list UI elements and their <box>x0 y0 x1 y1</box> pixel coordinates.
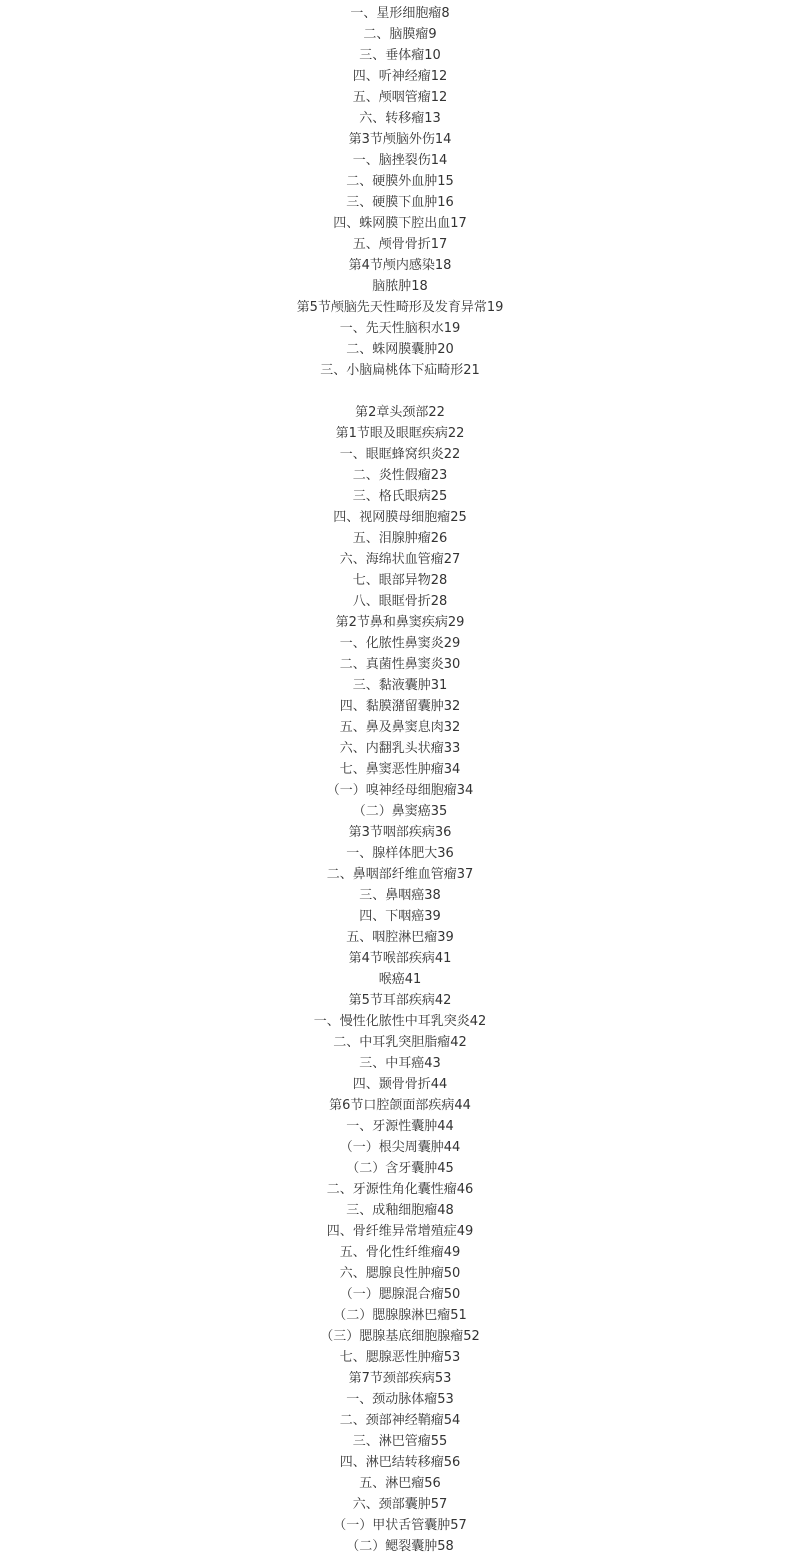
toc-entry: 第3节颅脑外伤14 <box>348 132 452 147</box>
toc-entry: 二、脑膜瘤9 <box>363 27 437 42</box>
toc-entry: 三、成釉细胞瘤48 <box>346 1203 454 1218</box>
toc-entry: 二、真菌性鼻窦炎30 <box>339 657 461 672</box>
toc-entry: 一、化脓性鼻窦炎29 <box>339 636 461 651</box>
toc-entry: 六、颈部囊肿57 <box>352 1497 448 1512</box>
toc-entry: 三、鼻咽癌38 <box>359 888 441 903</box>
toc-entry: 一、腺样体肥大36 <box>346 846 454 861</box>
toc-entry: （一）根尖周囊肿44 <box>339 1140 461 1155</box>
toc-entry: 二、中耳乳突胆脂瘤42 <box>333 1035 467 1050</box>
toc-entry: （一）嗅神经母细胞瘤34 <box>326 783 474 798</box>
toc-entry: 第2章头颈部22 <box>355 405 445 420</box>
toc-entry: （二）鳃裂囊肿58 <box>346 1539 454 1554</box>
toc-entry: （二）含牙囊肿45 <box>346 1161 454 1176</box>
toc-entry: 一、星形细胞瘤8 <box>350 6 450 21</box>
toc-entry: 四、听神经瘤12 <box>352 69 448 84</box>
toc-entry: 五、颅咽管瘤12 <box>352 90 448 105</box>
toc-entry: 三、黏液囊肿31 <box>352 678 448 693</box>
toc-entry: 一、脑挫裂伤14 <box>352 153 448 168</box>
toc-entry: 三、淋巴管瘤55 <box>352 1434 448 1449</box>
toc-entry: 五、骨化性纤维瘤49 <box>339 1245 461 1260</box>
toc-entry: 第5节耳部疾病42 <box>348 993 452 1008</box>
toc-entry: （二）鼻窦癌35 <box>352 804 448 819</box>
toc-entry: 五、泪腺肿瘤26 <box>352 531 448 546</box>
toc-entry: 一、颈动脉体瘤53 <box>346 1392 454 1407</box>
toc-entry: 第4节颅内感染18 <box>348 258 452 273</box>
toc-entry: 第6节口腔颌面部疾病44 <box>329 1098 471 1113</box>
toc-entry: 四、黏膜潴留囊肿32 <box>339 699 461 714</box>
toc-entry: （三）腮腺基底细胞腺瘤52 <box>320 1329 480 1344</box>
toc-entry: 六、腮腺良性肿瘤50 <box>339 1266 461 1281</box>
toc-entry: （一）腮腺混合瘤50 <box>339 1287 461 1302</box>
toc-entry: 四、淋巴结转移瘤56 <box>339 1455 461 1470</box>
toc-entry: 七、鼻窦恶性肿瘤34 <box>339 762 461 777</box>
toc-entry: 五、咽腔淋巴瘤39 <box>346 930 454 945</box>
toc-entry: 第7节颈部疾病53 <box>348 1371 452 1386</box>
toc-entry: 一、慢性化脓性中耳乳突炎42 <box>313 1014 487 1029</box>
toc-entry: 三、小脑扁桃体下疝畸形21 <box>320 363 480 378</box>
toc-entry: 二、蛛网膜囊肿20 <box>346 342 454 357</box>
toc-entry: （一）甲状舌管囊肿57 <box>333 1518 467 1533</box>
toc-entry: 六、海绵状血管瘤27 <box>339 552 461 567</box>
toc-entry: 三、中耳癌43 <box>359 1056 441 1071</box>
toc-entry: 三、硬膜下血肿16 <box>346 195 454 210</box>
toc-entry: 二、炎性假瘤23 <box>352 468 448 483</box>
toc-entry: 四、视网膜母细胞瘤25 <box>333 510 467 525</box>
toc-entry: 第1节眼及眼眶疾病22 <box>335 426 465 441</box>
toc-entry: 第4节喉部疾病41 <box>348 951 452 966</box>
toc-entry: 四、下咽癌39 <box>359 909 441 924</box>
toc-entry: 二、颈部神经鞘瘤54 <box>339 1413 461 1428</box>
toc-entry: 七、腮腺恶性肿瘤53 <box>339 1350 461 1365</box>
toc-entry: 三、格氏眼病25 <box>352 489 448 504</box>
toc-entry: 二、鼻咽部纤维血管瘤37 <box>326 867 474 882</box>
toc-entry: 六、内翻乳头状瘤33 <box>339 741 461 756</box>
toc-entry: 第5节颅脑先天性畸形及发育异常19 <box>296 300 504 315</box>
toc-entry: 五、淋巴瘤56 <box>359 1476 441 1491</box>
toc-entry: 二、硬膜外血肿15 <box>346 174 454 189</box>
toc-entry: 四、骨纤维异常增殖症49 <box>326 1224 474 1239</box>
toc-entry: 七、眼部异物28 <box>352 573 448 588</box>
toc-entry: 五、颅骨骨折17 <box>352 237 448 252</box>
toc-entry: 三、垂体瘤10 <box>359 48 441 63</box>
toc-entry: 一、牙源性囊肿44 <box>346 1119 454 1134</box>
toc-entry: 八、眼眶骨折28 <box>352 594 448 609</box>
toc-entry: 喉癌41 <box>378 972 422 987</box>
toc-entry: 五、鼻及鼻窦息肉32 <box>339 720 461 735</box>
toc-entry: 一、先天性脑积水19 <box>339 321 461 336</box>
toc-entry: 第3节咽部疾病36 <box>348 825 452 840</box>
toc-entry: 第2节鼻和鼻窦疾病29 <box>335 615 465 630</box>
toc-entry: 脑脓肿18 <box>372 279 428 294</box>
toc-entry: 四、蛛网膜下腔出血17 <box>333 216 467 231</box>
toc-entry: （二）腮腺腺淋巴瘤51 <box>333 1308 467 1323</box>
toc-entry: 六、转移瘤13 <box>359 111 441 126</box>
toc-entry: 二、牙源性角化囊性瘤46 <box>326 1182 474 1197</box>
toc-blank-line <box>0 381 800 402</box>
toc-entry: 一、眼眶蜂窝织炎22 <box>339 447 461 462</box>
toc-entry: 四、颞骨骨折44 <box>352 1077 448 1092</box>
